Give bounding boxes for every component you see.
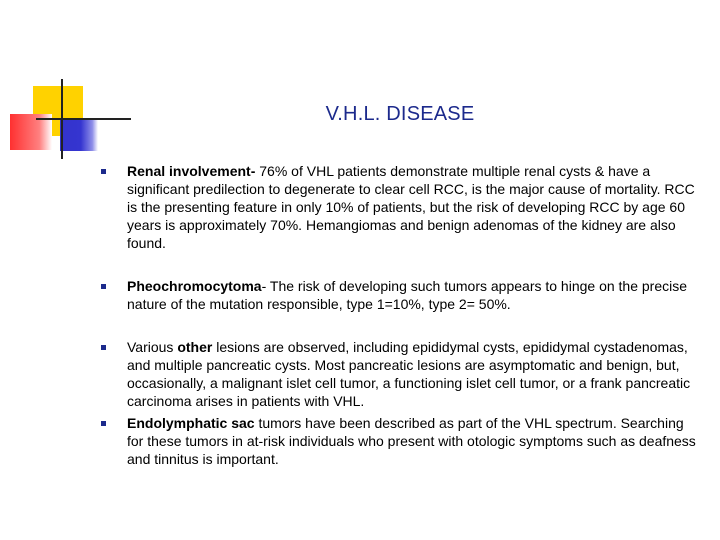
bullet-text: tumors have been described as part of the VHL spectrum. Searching for these tumors in at-risk individuals who present with otologic symptoms such as deafness and tinnitus is important. — [127, 415, 696, 467]
bullet-lead-bold: Pheochromocytoma — [127, 278, 262, 294]
bullet-text: 76% of VHL patients demonstrate multiple renal cysts & have a significant predilection to degenerate to clear cell RCC, is the major cause of mortality. RCC is the presenting feature in only 10% of patients, but the risk of developing RCC by age 60 years is approximately 70%. Hemangiomas and benign adenomas of the kidney are also found. — [127, 163, 695, 251]
bullet-lead-prefix: Various — [127, 339, 178, 355]
bullet-lead-bold: Endolymphatic sac — [127, 415, 255, 431]
bullet-renal-involvement — [100, 162, 700, 252]
bullet-text: lesions are observed, including epididymal cysts, epididymal cystadenomas, and multiple pancreatic cysts. Most pancreatic lesions are asymptomatic and benign, but, occasionally, a malignant islet cell tumor, a functioning islet cell tumor, or a frank pancreatic carcinoma arises in patients with VHL. — [127, 339, 691, 409]
decorative-horizontal-line — [36, 118, 131, 120]
bullet-endolymphatic-sac — [100, 414, 700, 468]
bullet-pheochromocytoma — [100, 277, 700, 313]
bullet-text: - The risk of developing such tumors appears to hinge on the precise nature of the mutation responsible, type 1=10%, type 2= 50%. — [127, 278, 688, 312]
slide-title: V.H.L. DISEASE — [325, 103, 475, 125]
bullet-lead-bold: Renal involvement- — [127, 163, 256, 179]
square-bullet-icon — [101, 169, 106, 174]
square-bullet-icon — [101, 421, 106, 426]
bullet-lead-bold: other — [177, 339, 213, 355]
square-bullet-icon — [101, 345, 106, 350]
bullet-other-lesions — [100, 338, 700, 410]
decorative-blue-square — [60, 119, 98, 151]
square-bullet-icon — [101, 284, 106, 289]
bullet-list — [100, 162, 700, 468]
